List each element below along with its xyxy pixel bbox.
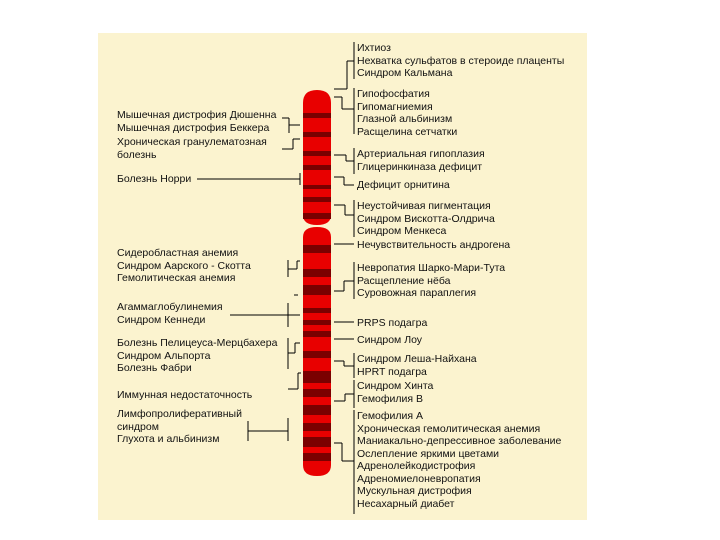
chromosome: [303, 90, 331, 476]
chromosome-band: [303, 320, 331, 325]
label-line: Синдром Альпорта: [117, 349, 211, 362]
chromosome-band: [303, 113, 331, 118]
label-line: PRPS подагра: [357, 317, 428, 329]
chromosome-band: [303, 213, 331, 219]
label-line: Расщелина сетчатки: [357, 125, 458, 138]
left-label-agamma: [117, 301, 223, 326]
chromosome-band: [303, 285, 331, 295]
right-label-pigmentation: [357, 200, 495, 238]
label-line: Мышечная дистрофия Дюшенна: [117, 109, 277, 121]
chromosome-band: [303, 269, 331, 277]
left-label-lympho: [117, 408, 242, 446]
label-line: Сидеробластная анемия: [117, 247, 239, 259]
label-line: Хроническая гемолитическая анемия: [357, 422, 541, 435]
label-line: Синдром Лоу: [357, 334, 423, 346]
right-label-hemophilia: [357, 410, 561, 510]
chromosome-band: [303, 389, 331, 397]
label-line: Синдром Аарского - Скотта: [117, 259, 251, 272]
label-line: Хроническая гранулематозная: [117, 136, 267, 148]
right-label-neuropathy: [357, 262, 505, 300]
label-line: Синдром Кеннеди: [117, 313, 206, 326]
chromosome-band: [303, 197, 331, 202]
label-line: Неустойчивая пигментация: [357, 200, 491, 212]
right-label-lesch: [357, 353, 477, 378]
label-line: Гипофосфатия: [357, 88, 430, 100]
label-line: Синдром Кальмана: [357, 67, 453, 79]
chromosome-band: [303, 437, 331, 447]
label-line: Гемофилия В: [357, 392, 423, 405]
chromosome-band: [303, 405, 331, 415]
chromosome-band: [303, 185, 331, 189]
chromosome-band: [303, 423, 331, 431]
label-line: Глухота и альбинизм: [117, 433, 220, 445]
chromosome-band: [303, 245, 331, 253]
chromosome-band: [303, 351, 331, 358]
label-line: Лимфопролиферативный: [117, 408, 242, 420]
label-line: Несахарный диабет: [357, 497, 455, 510]
label-line: Агаммаглобулинемия: [117, 301, 223, 313]
right-label-arterial: [357, 148, 485, 173]
label-line: Болезнь Фабри: [117, 362, 192, 374]
left-label-sideroblastic: [117, 247, 251, 285]
label-line: Болезнь Пелицеуса-Мерцбахера: [117, 337, 278, 349]
label-line: Дефицит орнитина: [357, 179, 450, 191]
left-label-pelizaeus: [117, 337, 277, 375]
chromosome-band: [303, 165, 331, 170]
right-label-prps: [357, 317, 427, 330]
label-line: Иммунная недостаточность: [117, 389, 253, 401]
left-label-granulomatous: [117, 136, 267, 161]
label-line: Гипомагниемия: [357, 100, 433, 113]
label-line: болезнь: [117, 148, 157, 161]
chromosome-band: [303, 453, 331, 461]
label-line: Ихтиоз: [357, 42, 391, 54]
label-line: Суровожная параплегия: [357, 287, 477, 299]
label-line: Нехватка сульфатов в стероиде плаценты: [357, 54, 565, 67]
right-label-androgen: [357, 239, 510, 252]
chromosome-band: [303, 371, 331, 383]
left-label-norrie: [117, 173, 191, 186]
label-line: Артериальная гипоплазия: [357, 148, 485, 160]
label-line: Мышечная дистрофия Беккера: [117, 121, 270, 134]
label-line: Маниакально-депрессивное заболевание: [357, 435, 562, 447]
label-line: Адреномиелоневропатия: [357, 472, 481, 485]
right-label-hypophosphatemia: [357, 88, 457, 138]
left-label-immuno: [117, 389, 252, 402]
label-line: Синдром Хинта: [357, 380, 434, 392]
label-line: Синдром Леша-Найхана: [357, 353, 477, 365]
chromosome-p-arm: [303, 90, 331, 225]
diagram-panel: [98, 33, 587, 520]
chromosome-band: [303, 151, 331, 156]
chromosome-band: [303, 308, 331, 313]
label-line: синдром: [117, 420, 159, 433]
chromosome-band: [303, 331, 331, 337]
right-label-hunter: [357, 380, 433, 405]
chromosome-bands: [303, 113, 331, 461]
label-line: Ослепление яркими цветами: [357, 447, 500, 460]
label-line: Глицеринкиназа дефицит: [357, 160, 483, 173]
label-line: Расщепление нёба: [357, 274, 451, 287]
label-line: Гемофилия А: [357, 410, 423, 422]
chromosome-band: [303, 132, 331, 137]
right-label-lowe: [357, 334, 422, 347]
label-line: Невропатия Шарко-Мари-Тута: [357, 262, 506, 274]
label-line: Адренолейкодистрофия: [357, 460, 476, 472]
right-label-ichthyosis: [357, 42, 564, 80]
label-line: Болезнь Норри: [117, 173, 192, 185]
label-line: Мускульная дистрофия: [357, 485, 472, 497]
label-line: Синдром Вискотта-Олдрича: [357, 212, 495, 225]
label-line: Глазной альбинизм: [357, 113, 453, 125]
label-line: Синдром Менкеса: [357, 225, 447, 237]
right-label-ornithine: [357, 179, 450, 192]
left-label-muscular: [117, 109, 276, 134]
label-line: HPRT подагра: [357, 365, 427, 378]
label-line: Нечувствительность андрогена: [357, 239, 511, 251]
label-line: Гемолитическая анемия: [117, 272, 236, 284]
